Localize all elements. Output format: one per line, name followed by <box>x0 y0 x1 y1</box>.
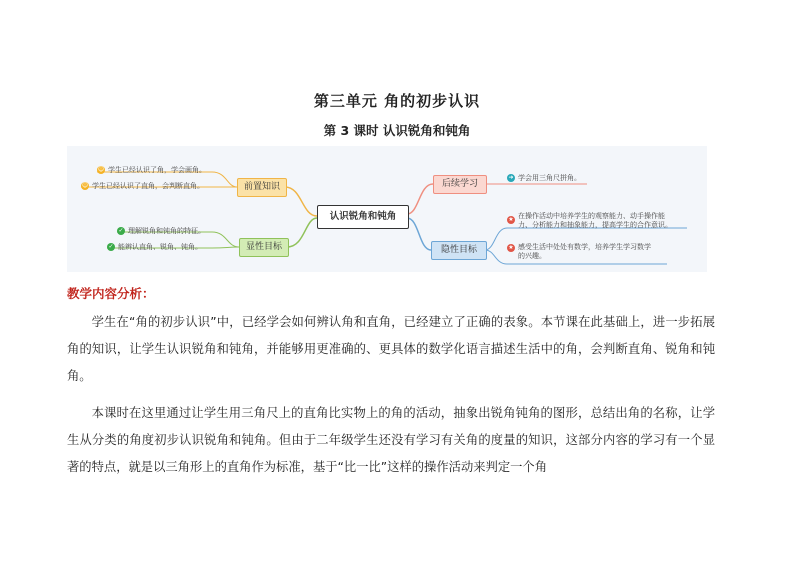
lesson-subtitle: 第 3 课时 认识锐角和钝角 <box>323 123 471 138</box>
implicit-item-2-line2: 的兴趣。 <box>518 252 546 260</box>
check-icon: ✓ <box>118 227 124 234</box>
page-title: 第三单元 角的初步认识 <box>313 92 481 110</box>
branch-explicit-goals: 显性目标 <box>239 238 289 257</box>
smile-icon: ☺ <box>81 182 89 189</box>
implicit-item-1-line1: 在操作活动中培养学生的观察能力、动手操作能 <box>518 212 665 220</box>
mind-map <box>67 146 707 272</box>
implicit-item-2-line1: 感受生活中处处有数学，培养学生学习数学 <box>518 243 651 251</box>
arrow-right-icon: ➜ <box>508 174 514 181</box>
branch-prior-knowledge: 前置知识 <box>237 178 287 197</box>
star-icon: ★ <box>508 216 514 223</box>
followup-item-1: 学会用三角尺拼角。 <box>518 174 581 182</box>
star-icon: ★ <box>508 244 514 251</box>
prior-item-2: 学生已经认识了直角，会判断直角。 <box>92 182 204 190</box>
analysis-paragraph: 本课时在这里通过让学生用三角尺上的直角比实物上的角的活动，抽象出锐角钝角的图形，总结出角的名称，让学生从分类的角度初步认识锐角和钝角。但由于二年级学生还没有学习有关角的度量的知识，这部分内容的学习有一个显著的特点，就是以三角形上的直角作为标准，基于“比一比”这样的操作活动来判定一个角 <box>67 406 715 474</box>
explicit-item-2: 能辨认直角、锐角、钝角。 <box>118 243 202 251</box>
branch-implicit-goals: 隐性目标 <box>431 241 487 260</box>
check-icon: ✓ <box>108 243 114 250</box>
explicit-item-1: 理解锐角和钝角的特征。 <box>128 227 205 235</box>
mind-map-center-node: 认识锐角和钝角 <box>317 205 409 229</box>
branch-follow-up-learning: 后续学习 <box>433 175 487 194</box>
smile-icon: ☺ <box>97 166 105 173</box>
section-heading: 教学内容分析： <box>67 286 155 301</box>
implicit-item-1-line2: 力、分析能力和抽象能力，提高学生的合作意识。 <box>518 221 672 229</box>
analysis-paragraph: 学生在“角的初步认识”中，已经学会如何辨认角和直角，已经建立了正确的表象。本节课在此基础上，进一步拓展角的知识，让学生认识锐角和钝角，并能够用更准确的、更具体的数学化语言描述生活中的角，会判断直角、锐角和钝角。 <box>67 315 715 383</box>
prior-item-1: 学生已经认识了角，学会画角。 <box>108 166 206 174</box>
